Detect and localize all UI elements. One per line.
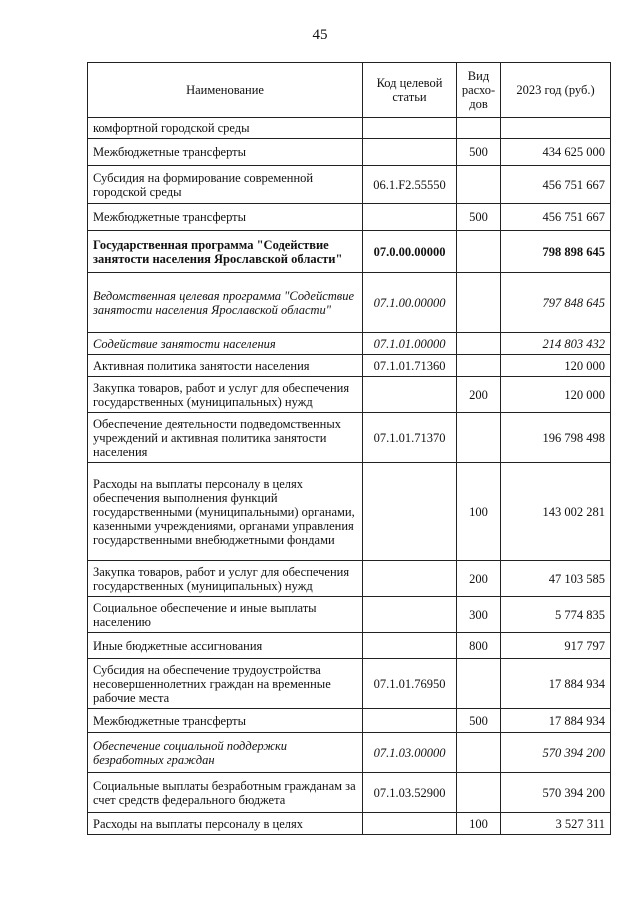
cell-kind: 500 (457, 139, 501, 166)
cell-kind (457, 733, 501, 773)
header-row (88, 63, 611, 118)
cell-code (363, 377, 457, 413)
cell-name: Расходы на выплаты персоналу в целях обеспечения выполнения функций государственными (муниципальными) органами, казенными учреждениями, органами управления государственными внебюджетными фондами (88, 463, 363, 561)
header-amount: 2023 год (руб.) (501, 63, 611, 118)
table-row (88, 561, 611, 597)
cell-code: 06.1.F2.55550 (363, 166, 457, 204)
cell-amount: 3 527 311 (501, 813, 611, 835)
cell-amount: 917 797 (501, 633, 611, 659)
cell-code: 07.1.03.52900 (363, 773, 457, 813)
cell-name: Государственная программа "Содействие занятости населения Ярославской области" (88, 231, 363, 273)
table-row (88, 355, 611, 377)
table-row (88, 377, 611, 413)
cell-code: 07.1.01.71370 (363, 413, 457, 463)
cell-kind (457, 659, 501, 709)
table-row (88, 139, 611, 166)
cell-code: 07.1.01.76950 (363, 659, 457, 709)
cell-kind: 500 (457, 204, 501, 231)
cell-amount: 5 774 835 (501, 597, 611, 633)
table-row (88, 709, 611, 733)
table-row (88, 231, 611, 273)
cell-amount: 456 751 667 (501, 204, 611, 231)
cell-code (363, 139, 457, 166)
cell-amount: 120 000 (501, 377, 611, 413)
cell-kind (457, 333, 501, 355)
cell-amount: 797 848 645 (501, 273, 611, 333)
cell-code (363, 633, 457, 659)
cell-code (363, 463, 457, 561)
cell-kind (457, 231, 501, 273)
header-code: Код целевой статьи (363, 63, 457, 118)
cell-name: Закупка товаров, работ и услуг для обеспечения государственных (муниципальных) нужд (88, 377, 363, 413)
cell-name: Закупка товаров, работ и услуг для обеспечения государственных (муниципальных) нужд (88, 561, 363, 597)
cell-kind: 300 (457, 597, 501, 633)
cell-kind: 100 (457, 463, 501, 561)
header-name: Наименование (88, 63, 363, 118)
cell-kind (457, 413, 501, 463)
table-row (88, 733, 611, 773)
table-row (88, 118, 611, 139)
table-row (88, 659, 611, 709)
cell-name: Субсидия на обеспечение трудоустройства несовершеннолетних граждан на временные рабочие места (88, 659, 363, 709)
cell-kind: 500 (457, 709, 501, 733)
cell-code (363, 118, 457, 139)
table-body (88, 118, 611, 835)
cell-name: комфортной городской среды (88, 118, 363, 139)
cell-amount: 17 884 934 (501, 709, 611, 733)
cell-kind: 800 (457, 633, 501, 659)
cell-name: Обеспечение социальной поддержки безработных граждан (88, 733, 363, 773)
cell-name: Социальное обеспечение и иные выплаты населению (88, 597, 363, 633)
cell-code (363, 709, 457, 733)
cell-kind (457, 118, 501, 139)
table-row (88, 273, 611, 333)
table-row (88, 463, 611, 561)
cell-name: Межбюджетные трансферты (88, 709, 363, 733)
cell-amount: 434 625 000 (501, 139, 611, 166)
table-row (88, 413, 611, 463)
cell-code: 07.1.01.71360 (363, 355, 457, 377)
cell-code (363, 597, 457, 633)
table-row (88, 597, 611, 633)
cell-amount: 196 798 498 (501, 413, 611, 463)
cell-amount (501, 118, 611, 139)
cell-amount: 570 394 200 (501, 773, 611, 813)
cell-amount: 456 751 667 (501, 166, 611, 204)
cell-name: Расходы на выплаты персоналу в целях (88, 813, 363, 835)
cell-code: 07.0.00.00000 (363, 231, 457, 273)
cell-amount: 798 898 645 (501, 231, 611, 273)
cell-amount: 143 002 281 (501, 463, 611, 561)
cell-name: Межбюджетные трансферты (88, 139, 363, 166)
cell-name: Содействие занятости населения (88, 333, 363, 355)
cell-amount: 47 103 585 (501, 561, 611, 597)
cell-name: Активная политика занятости населения (88, 355, 363, 377)
cell-name: Обеспечение деятельности подведомственных учреждений и активная политика занятости населения (88, 413, 363, 463)
table-row (88, 333, 611, 355)
cell-kind: 200 (457, 561, 501, 597)
cell-code (363, 561, 457, 597)
cell-code: 07.1.03.00000 (363, 733, 457, 773)
cell-code (363, 813, 457, 835)
cell-kind: 100 (457, 813, 501, 835)
cell-name: Субсидия на формирование современной городской среды (88, 166, 363, 204)
cell-name: Иные бюджетные ассигнования (88, 633, 363, 659)
cell-amount: 17 884 934 (501, 659, 611, 709)
header-kind: Вид расхо-дов (457, 63, 501, 118)
table-row (88, 773, 611, 813)
cell-amount: 120 000 (501, 355, 611, 377)
table-row (88, 813, 611, 835)
page-number: 45 (312, 27, 328, 43)
cell-amount: 570 394 200 (501, 733, 611, 773)
cell-kind (457, 355, 501, 377)
table-row (88, 204, 611, 231)
cell-name: Межбюджетные трансферты (88, 204, 363, 231)
cell-code: 07.1.01.00000 (363, 333, 457, 355)
cell-name: Социальные выплаты безработным гражданам за счет средств федерального бюджета (88, 773, 363, 813)
cell-kind (457, 773, 501, 813)
cell-kind (457, 273, 501, 333)
table-row (88, 166, 611, 204)
budget-table (87, 62, 611, 835)
table-row (88, 633, 611, 659)
cell-code: 07.1.00.00000 (363, 273, 457, 333)
cell-amount: 214 803 432 (501, 333, 611, 355)
cell-code (363, 204, 457, 231)
cell-kind (457, 166, 501, 204)
cell-kind: 200 (457, 377, 501, 413)
cell-name: Ведомственная целевая программа "Содействие занятости населения Ярославской области" (88, 273, 363, 333)
